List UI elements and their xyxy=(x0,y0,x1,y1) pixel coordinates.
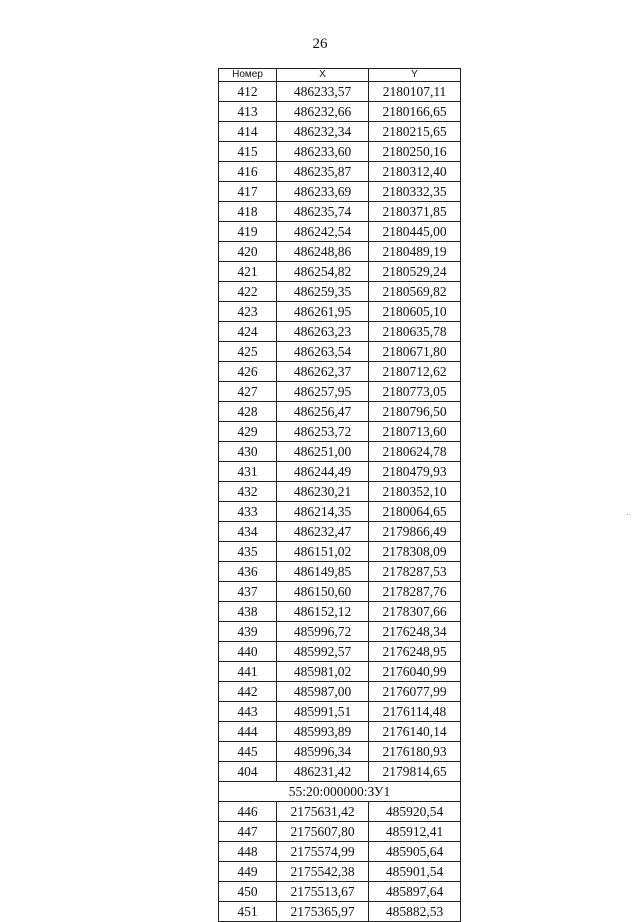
table-row xyxy=(219,422,461,442)
cell-y: 2180624,78 xyxy=(369,442,461,462)
cell-x: 486233,57 xyxy=(277,82,369,102)
cell-number: 422 xyxy=(219,282,277,302)
cell-x: 2175574,99 xyxy=(277,842,369,862)
table-row xyxy=(219,522,461,542)
cell-x: 486244,49 xyxy=(277,462,369,482)
cell-y: 2180529,24 xyxy=(369,262,461,282)
cell-y: 2176114,48 xyxy=(369,702,461,722)
cell-y: 2176140,14 xyxy=(369,722,461,742)
table-row xyxy=(219,682,461,702)
cell-number: 430 xyxy=(219,442,277,462)
cell-y: 2180489,19 xyxy=(369,242,461,262)
table-row xyxy=(219,222,461,242)
cell-y: 2176077,99 xyxy=(369,682,461,702)
table-row xyxy=(219,542,461,562)
table-row xyxy=(219,482,461,502)
cell-x: 486248,86 xyxy=(277,242,369,262)
cell-x: 485992,57 xyxy=(277,642,369,662)
cell-number: 443 xyxy=(219,702,277,722)
cell-y: 2176248,34 xyxy=(369,622,461,642)
table-section xyxy=(219,782,461,802)
cell-x: 486230,21 xyxy=(277,482,369,502)
scan-speck xyxy=(627,514,628,515)
cell-number: 446 xyxy=(219,802,277,822)
cell-number: 428 xyxy=(219,402,277,422)
cell-y: 2180064,65 xyxy=(369,502,461,522)
cell-number: 431 xyxy=(219,462,277,482)
cell-number: 438 xyxy=(219,602,277,622)
cell-number: 448 xyxy=(219,842,277,862)
cell-number: 429 xyxy=(219,422,277,442)
cell-number: 449 xyxy=(219,862,277,882)
cell-x: 486262,37 xyxy=(277,362,369,382)
cell-y: 2178287,53 xyxy=(369,562,461,582)
coordinates-table xyxy=(218,68,461,922)
cell-y: 2178307,66 xyxy=(369,602,461,622)
header-x: X xyxy=(277,69,369,82)
cell-y: 2180107,11 xyxy=(369,82,461,102)
table-row xyxy=(219,762,461,782)
table-row xyxy=(219,122,461,142)
cell-number: 436 xyxy=(219,562,277,582)
table-row xyxy=(219,302,461,322)
cell-x: 486150,60 xyxy=(277,582,369,602)
table-row xyxy=(219,82,461,102)
cell-x: 485996,34 xyxy=(277,742,369,762)
header-number: Номер xyxy=(219,69,277,82)
cell-x: 486257,95 xyxy=(277,382,369,402)
cell-number: 450 xyxy=(219,882,277,902)
table-header-row xyxy=(219,69,461,82)
cell-y: 2180712,62 xyxy=(369,362,461,382)
cell-number: 445 xyxy=(219,742,277,762)
cell-x: 485987,00 xyxy=(277,682,369,702)
table-row xyxy=(219,462,461,482)
table-row xyxy=(219,582,461,602)
cell-number: 435 xyxy=(219,542,277,562)
cell-x: 486242,54 xyxy=(277,222,369,242)
cell-x: 486232,47 xyxy=(277,522,369,542)
cell-y: 485901,54 xyxy=(369,862,461,882)
cell-x: 485996,72 xyxy=(277,622,369,642)
cell-number: 415 xyxy=(219,142,277,162)
cell-number: 440 xyxy=(219,642,277,662)
table-row xyxy=(219,322,461,342)
cell-number: 426 xyxy=(219,362,277,382)
cell-y: 2180796,50 xyxy=(369,402,461,422)
cell-number: 441 xyxy=(219,662,277,682)
cell-y: 2180671,80 xyxy=(369,342,461,362)
cell-x: 486263,54 xyxy=(277,342,369,362)
table-row xyxy=(219,702,461,722)
cell-x: 486151,02 xyxy=(277,542,369,562)
cell-y: 2180713,60 xyxy=(369,422,461,442)
cell-number: 444 xyxy=(219,722,277,742)
cell-y: 2180479,93 xyxy=(369,462,461,482)
table-row xyxy=(219,402,461,422)
cell-x: 486235,87 xyxy=(277,162,369,182)
cell-x: 486253,72 xyxy=(277,422,369,442)
cell-x: 486256,47 xyxy=(277,402,369,422)
cell-x: 2175365,97 xyxy=(277,902,369,922)
cell-x: 2175607,80 xyxy=(277,822,369,842)
table-row xyxy=(219,262,461,282)
cell-number: 421 xyxy=(219,262,277,282)
cell-number: 412 xyxy=(219,82,277,102)
cell-x: 486263,23 xyxy=(277,322,369,342)
cell-number: 416 xyxy=(219,162,277,182)
table-row xyxy=(219,102,461,122)
cell-y: 2180635,78 xyxy=(369,322,461,342)
table-row xyxy=(219,282,461,302)
cell-y: 485897,64 xyxy=(369,882,461,902)
cell-x: 486232,34 xyxy=(277,122,369,142)
cell-number: 417 xyxy=(219,182,277,202)
table-row xyxy=(219,802,461,822)
table-row xyxy=(219,622,461,642)
table-row xyxy=(219,822,461,842)
cell-x: 2175631,42 xyxy=(277,802,369,822)
cell-x: 486231,42 xyxy=(277,762,369,782)
header-y: Y xyxy=(369,69,461,82)
cell-y: 2179866,49 xyxy=(369,522,461,542)
cell-y: 2180605,10 xyxy=(369,302,461,322)
cell-number: 419 xyxy=(219,222,277,242)
table-row xyxy=(219,862,461,882)
cell-number: 433 xyxy=(219,502,277,522)
table-row xyxy=(219,602,461,622)
table-row xyxy=(219,842,461,862)
cell-number: 404 xyxy=(219,762,277,782)
table-row xyxy=(219,242,461,262)
cell-number: 442 xyxy=(219,682,277,702)
cell-number: 424 xyxy=(219,322,277,342)
table-row xyxy=(219,382,461,402)
cell-y: 2176248,95 xyxy=(369,642,461,662)
cell-y: 2180250,16 xyxy=(369,142,461,162)
cell-number: 434 xyxy=(219,522,277,542)
table-row xyxy=(219,342,461,362)
cell-number: 414 xyxy=(219,122,277,142)
table-row xyxy=(219,362,461,382)
cell-x: 486235,74 xyxy=(277,202,369,222)
cell-number: 425 xyxy=(219,342,277,362)
cell-x: 485991,51 xyxy=(277,702,369,722)
cell-number: 418 xyxy=(219,202,277,222)
table-row xyxy=(219,182,461,202)
cell-x: 2175542,38 xyxy=(277,862,369,882)
cell-x: 486152,12 xyxy=(277,602,369,622)
table-row xyxy=(219,502,461,522)
cell-number: 447 xyxy=(219,822,277,842)
cell-number: 451 xyxy=(219,902,277,922)
cell-y: 485882,53 xyxy=(369,902,461,922)
table-row xyxy=(219,562,461,582)
cell-y: 2180569,82 xyxy=(369,282,461,302)
table-body-b xyxy=(219,802,461,922)
cell-y: 2178287,76 xyxy=(369,582,461,602)
cell-y: 2180445,00 xyxy=(369,222,461,242)
table-row xyxy=(219,642,461,662)
cell-y: 2180312,40 xyxy=(369,162,461,182)
cell-y: 2176040,99 xyxy=(369,662,461,682)
cell-y: 2180332,35 xyxy=(369,182,461,202)
table-row xyxy=(219,722,461,742)
cell-number: 437 xyxy=(219,582,277,602)
cell-x: 486251,00 xyxy=(277,442,369,462)
table-row xyxy=(219,662,461,682)
cell-number: 413 xyxy=(219,102,277,122)
cell-y: 2180352,10 xyxy=(369,482,461,502)
cell-y: 2180371,85 xyxy=(369,202,461,222)
page-number: 26 xyxy=(312,36,328,52)
cell-y: 2180773,05 xyxy=(369,382,461,402)
table-row xyxy=(219,202,461,222)
cell-y: 2180166,65 xyxy=(369,102,461,122)
cell-x: 486254,82 xyxy=(277,262,369,282)
cell-y: 485905,64 xyxy=(369,842,461,862)
cell-y: 485912,41 xyxy=(369,822,461,842)
cell-y: 2180215,65 xyxy=(369,122,461,142)
table-row xyxy=(219,142,461,162)
cell-x: 485993,89 xyxy=(277,722,369,742)
cell-x: 486233,69 xyxy=(277,182,369,202)
cell-x: 486232,66 xyxy=(277,102,369,122)
cell-y: 2179814,65 xyxy=(369,762,461,782)
cell-number: 439 xyxy=(219,622,277,642)
cell-x: 485981,02 xyxy=(277,662,369,682)
cell-x: 486261,95 xyxy=(277,302,369,322)
table-row xyxy=(219,162,461,182)
table-row xyxy=(219,442,461,462)
cell-x: 2175513,67 xyxy=(277,882,369,902)
cell-y: 2176180,93 xyxy=(369,742,461,762)
cell-x: 486233,60 xyxy=(277,142,369,162)
section-label: 55:20:000000:ЗУ1 xyxy=(219,782,461,802)
cell-number: 420 xyxy=(219,242,277,262)
cell-number: 432 xyxy=(219,482,277,502)
cell-x: 486149,85 xyxy=(277,562,369,582)
section-row xyxy=(219,782,461,802)
cell-y: 2178308,09 xyxy=(369,542,461,562)
table-body-a xyxy=(219,82,461,782)
cell-x: 486214,35 xyxy=(277,502,369,522)
cell-number: 427 xyxy=(219,382,277,402)
cell-y: 485920,54 xyxy=(369,802,461,822)
table-row xyxy=(219,882,461,902)
cell-number: 423 xyxy=(219,302,277,322)
cell-x: 486259,35 xyxy=(277,282,369,302)
table-row xyxy=(219,742,461,762)
